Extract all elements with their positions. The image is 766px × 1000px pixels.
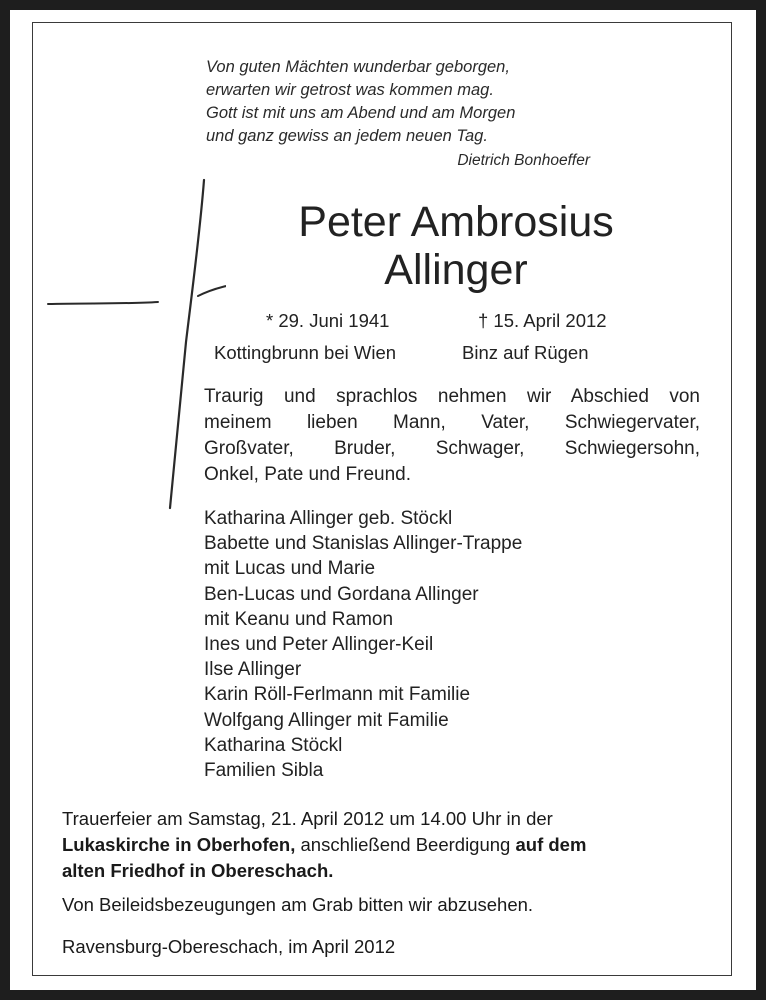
mourner-item: Babette und Stanislas Allinger-Trappe [204, 533, 523, 555]
farewell-line: Großvater, Bruder, Schwager, Schwiegersohn, [204, 438, 700, 459]
places-row [206, 342, 706, 374]
funeral-line: Trauerfeier am Samstag, 21. April 2012 um 14.00 Uhr in der [62, 808, 553, 829]
mourner-item: Ilse Allinger [204, 659, 302, 681]
cemetery-part1: auf dem [515, 834, 587, 855]
condolences-note: Von Beileidsbezeugungen am Grab bitten wir abzusehen. [62, 894, 534, 915]
farewell-line: meinem lieben Mann, Vater, Schwiegervater, [204, 412, 700, 433]
funeral-line [62, 832, 708, 858]
funeral-info [62, 806, 708, 960]
dates-row [206, 310, 706, 342]
quote-author: Dietrich Bonhoeffer [457, 152, 590, 169]
place-date: Ravensburg-Obereschach, im April 2012 [62, 936, 396, 957]
mourner-item: Ines und Peter Allinger-Keil [204, 634, 434, 656]
name-line: Peter Ambrosius [298, 198, 614, 246]
mourner-item: Wolfgang Allinger mit Familie [204, 709, 449, 731]
quote-line: erwarten wir getrost was kommen mag. [206, 81, 494, 99]
mourner-item: mit Keanu und Ramon [204, 608, 394, 630]
birth-date: * 29. Juni 1941 [266, 310, 390, 331]
quote-block [206, 56, 626, 148]
quote-line: Gott ist mit uns am Abend und am Morgen [206, 104, 516, 122]
deceased-name [206, 198, 706, 294]
mourner-item: Katharina Allinger geb. Stöckl [204, 508, 453, 529]
mourner-item: Katharina Stöckl [204, 734, 343, 756]
farewell-line: Onkel, Pate und Freund. [204, 464, 412, 485]
quote-line: und ganz gewiss an jedem neuen Tag. [206, 127, 488, 145]
obituary-page [10, 10, 756, 990]
funeral-line [62, 858, 708, 884]
mourners-list [204, 506, 674, 783]
life-dates [206, 310, 706, 374]
farewell-text [204, 384, 700, 488]
death-place: Binz auf Rügen [462, 342, 589, 363]
funeral-connector: anschließend Beerdigung [295, 834, 516, 855]
mourner-item: mit Lucas und Marie [204, 558, 376, 580]
death-date: † 15. April 2012 [478, 310, 607, 331]
quote-line: Von guten Mächten wunderbar geborgen, [206, 58, 510, 76]
farewell-line: Traurig und sprachlos nehmen wir Abschied von [204, 386, 700, 407]
cemetery-part2: alten Friedhof in Obereschach. [62, 860, 334, 881]
mourner-item: Ben-Lucas und Gordana Allinger [204, 583, 479, 605]
church-name: Lukaskirche in Oberhofen, [62, 834, 296, 855]
mourner-item: Karin Röll-Ferlmann mit Familie [204, 684, 471, 706]
cross-icon [46, 172, 226, 512]
birth-place: Kottingbrunn bei Wien [214, 342, 397, 363]
name-line: Allinger [384, 246, 528, 294]
mourner-item: Familien Sibla [204, 760, 324, 782]
